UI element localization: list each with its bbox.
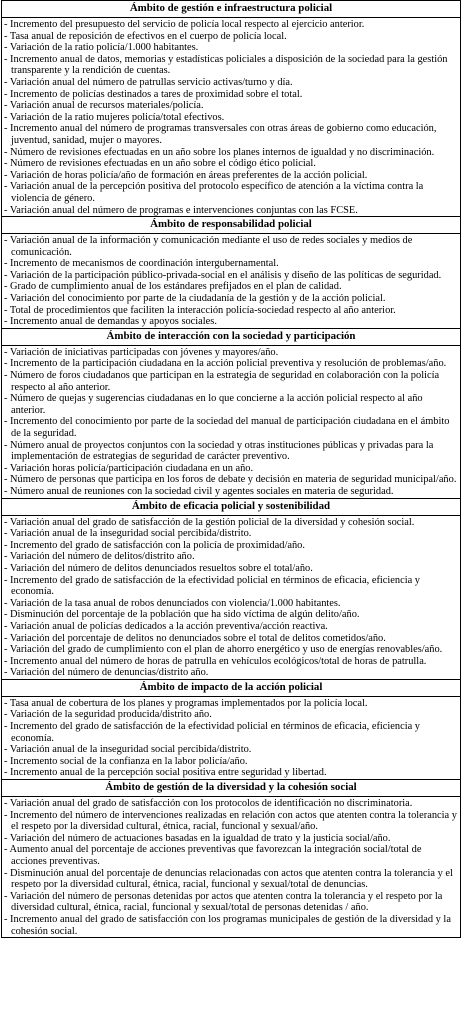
indicator-item: - Número de revisiones efectuadas en un año sobre el código ético policial. — [4, 158, 316, 170]
indicator-item: - Incremento anual del número de programas transversales con otras áreas de gobierno como educación, juventud, sanidad, mujer o mayores. — [4, 123, 437, 146]
section-body — [2, 18, 460, 217]
section-6 — [2, 780, 460, 937]
indicator-item: - Incremento del grado de satisfacción con la policía de proximidad/año. — [4, 539, 305, 551]
indicator-item: - Incremento de la participación ciudadana en la acción policial preventiva y resolución de problemas/año. — [4, 358, 447, 370]
indicator-item: - Variación anual de recursos materiales/policía. — [4, 100, 204, 112]
indicator-item: - Variación anual de la inseguridad social percibida/distrito. — [4, 744, 252, 756]
indicators-table — [1, 0, 461, 938]
indicator-item: - Variación del conocimiento por parte de la ciudadanía de la gestión y de la acción policial. — [4, 293, 386, 305]
indicator-item: - Variación de la seguridad producida/distrito año. — [4, 709, 212, 721]
section-body — [2, 697, 460, 780]
indicator-item: - Variación del número de delitos denunciados resueltos sobre el total/año. — [4, 562, 313, 574]
section-3 — [2, 329, 460, 499]
indicator-item: - Incremento del grado de satisfacción de la efectividad policial en términos de eficacia, eficiencia y economía. — [4, 721, 421, 744]
section-1 — [2, 1, 460, 217]
indicator-item: - Incremento anual de la percepción social positiva entre seguridad y libertad. — [4, 767, 327, 779]
section-4 — [2, 499, 460, 680]
indicator-item: - Disminución anual del porcentaje de denuncias relacionadas con actos que atenten contra la tolerancia y el respeto por la diversidad cultural, étnica, racial, funcional y sexual/total de denuncias. — [4, 867, 453, 891]
section-body — [2, 346, 460, 499]
indicator-item: - Tasa anual de reposición de efectivos en el cuerpo de policía local. — [4, 30, 287, 42]
indicator-item: - Incremento de policías destinados a tares de proximidad sobre el total. — [4, 88, 303, 100]
indicator-item: - Incremento de mecanismos de coordinación intergubernamental. — [4, 258, 279, 270]
section-5 — [2, 680, 460, 780]
indicator-item: - Variación del número de delitos/distrito año. — [4, 551, 195, 563]
indicator-item: - Variación anual del número de patrullas servicio activas/turno y día. — [4, 76, 293, 88]
indicator-item: - Disminución del porcentaje de la población que ha sido víctima de algún delito/año. — [4, 609, 360, 621]
indicator-item: - Tasa anual de cobertura de los planes y programas implementados por la policía local. — [4, 697, 368, 709]
indicator-item: - Variación del porcentaje de delitos no denunciados sobre el total de delitos cometidos/año. — [4, 632, 386, 644]
section-title: Ámbito de gestión e infraestructura policial — [2, 1, 460, 18]
indicator-item: - Variación anual de la percepción positiva del protocolo específico de atención a la víctima contra la violencia de género. — [4, 181, 424, 204]
indicator-item: - Variación anual del número de programas e intervenciones conjuntas con las FCSE. — [4, 204, 358, 216]
indicator-item: - Número de quejas y sugerencias ciudadanas en lo que concierne a la acción policial respecto al año anterior. — [4, 393, 423, 416]
indicator-item: - Número anual de proyectos conjuntos con la sociedad y otras instituciones públicas y privadas para la implementación de estrategias de seguridad de carácter preventivo. — [4, 439, 434, 463]
indicator-item: - Variación anual del grado de satisfacción de la gestión policial de la diversidad y cohesión social. — [4, 516, 415, 528]
indicator-item: - Número de foros ciudadanos que participan en la estrategia de seguridad en colaboración con la policía respecto al año anterior. — [4, 370, 440, 393]
section-title: Ámbito de interacción con la sociedad y participación — [2, 329, 460, 346]
indicator-item: - Variación de iniciativas participadas con jóvenes y mayores/año. — [4, 346, 279, 358]
section-title: Ámbito de impacto de la acción policial — [2, 680, 460, 697]
indicator-item: - Número de personas que participa en los foros de debate y decisión en materia de seguridad municipal/año. — [4, 474, 457, 486]
indicator-item: - Variación horas policía/participación ciudadana en un año. — [4, 462, 254, 474]
indicator-item: - Variación del número de personas detenidas por actos que atenten contra la tolerancia y el respeto por la diversidad cultural, étnica, racial, funcional y sexual/total de personas detenidas / año. — [4, 890, 443, 914]
indicator-item: - Variación de la ratio policía/1.000 habitantes. — [4, 42, 199, 54]
section-title: Ámbito de gestión de la diversidad y la cohesión social — [2, 780, 460, 797]
indicator-item: - Incremento anual de demandas y apoyos sociales. — [4, 316, 217, 328]
indicator-item: - Grado de cumplimiento anual de los estándares prefijados en el plan de calidad. — [4, 281, 342, 293]
indicator-item: - Incremento del conocimiento por parte de la sociedad del manual de participación ciudadana en el ámbito de la seguridad. — [4, 416, 450, 439]
indicator-item: - Variación del número de denuncias/distrito año. — [4, 667, 209, 679]
indicator-item: - Incremento del número de intervenciones realizadas en relación con actos que atenten contra la tolerancia y el respeto por la diversidad cultural, étnica, racial, funcional y sexual/año. — [4, 809, 457, 833]
indicator-item: - Incremento anual del número de horas de patrulla en vehículos ecológicos/total de horas de patrulla. — [4, 655, 427, 667]
indicator-item: - Variación anual del grado de satisfacción con los protocolos de identificación no discriminatoria. — [4, 798, 413, 810]
indicator-item: - Variación del grado de cumplimiento con el plan de ahorro energético y uso de energías renovables/año. — [4, 644, 443, 656]
section-title: Ámbito de eficacia policial y sostenibilidad — [2, 499, 460, 516]
indicator-item: - Incremento social de la confianza en la labor policía/año. — [4, 755, 248, 767]
indicator-item: - Incremento anual del grado de satisfacción con los programas municipales de gestión de la diversidad y la cohesión social. — [4, 913, 451, 937]
section-body — [2, 516, 460, 680]
indicator-item: - Número anual de reuniones con la sociedad civil y agentes sociales en materia de seguridad. — [4, 485, 394, 497]
indicator-item: - Variación de la participación público-privada-social en el análisis y diseño de las políticas de seguridad. — [4, 269, 442, 281]
section-2 — [2, 217, 460, 329]
indicator-item: - Variación anual de la inseguridad social percibida/distrito. — [4, 528, 252, 540]
indicator-item: - Variación de la ratio mujeres policía/total efectivos. — [4, 111, 225, 123]
indicator-item: - Incremento anual de datos, memorias y estadísticas policiales a disposición de la sociedad para la gestión transparente y la rendición de cuentas. — [4, 53, 448, 77]
indicator-item: - Variación anual de la información y comunicación mediante el uso de redes sociales y medios de comunicación. — [4, 235, 413, 258]
indicator-item: - Variación anual de policías dedicados a la acción preventiva/acción reactiva. — [4, 620, 328, 632]
indicator-item: - Variación del número de actuaciones basadas en la igualdad de trato y la justicia social/año. — [4, 832, 391, 844]
indicator-item: - Incremento del grado de satisfacción de la efectividad policial en términos de eficacia, eficiencia y economía. — [4, 574, 421, 598]
indicator-item: - Variación de la tasa anual de robos denunciados con violencia/1.000 habitantes. — [4, 597, 341, 609]
section-body — [2, 797, 460, 937]
indicator-item: - Número de revisiones efectuadas en un año sobre los planes internos de igualdad y no discriminación. — [4, 146, 435, 158]
indicator-item: - Aumento anual del porcentaje de acciones preventivas que favorezcan la integración social/total de acciones preventivas. — [4, 844, 422, 867]
indicator-item: - Total de procedimientos que faciliten la interacción policía-sociedad respecto al año anterior. — [4, 304, 396, 316]
indicator-item: - Variación de horas policía/año de formación en áreas preferentes de la acción policial. — [4, 169, 368, 181]
section-title: Ámbito de responsabilidad policial — [2, 217, 460, 234]
indicator-item: - Incremento del presupuesto del servicio de policía local respecto al ejercicio anterior. — [4, 19, 365, 30]
section-body — [2, 234, 460, 329]
